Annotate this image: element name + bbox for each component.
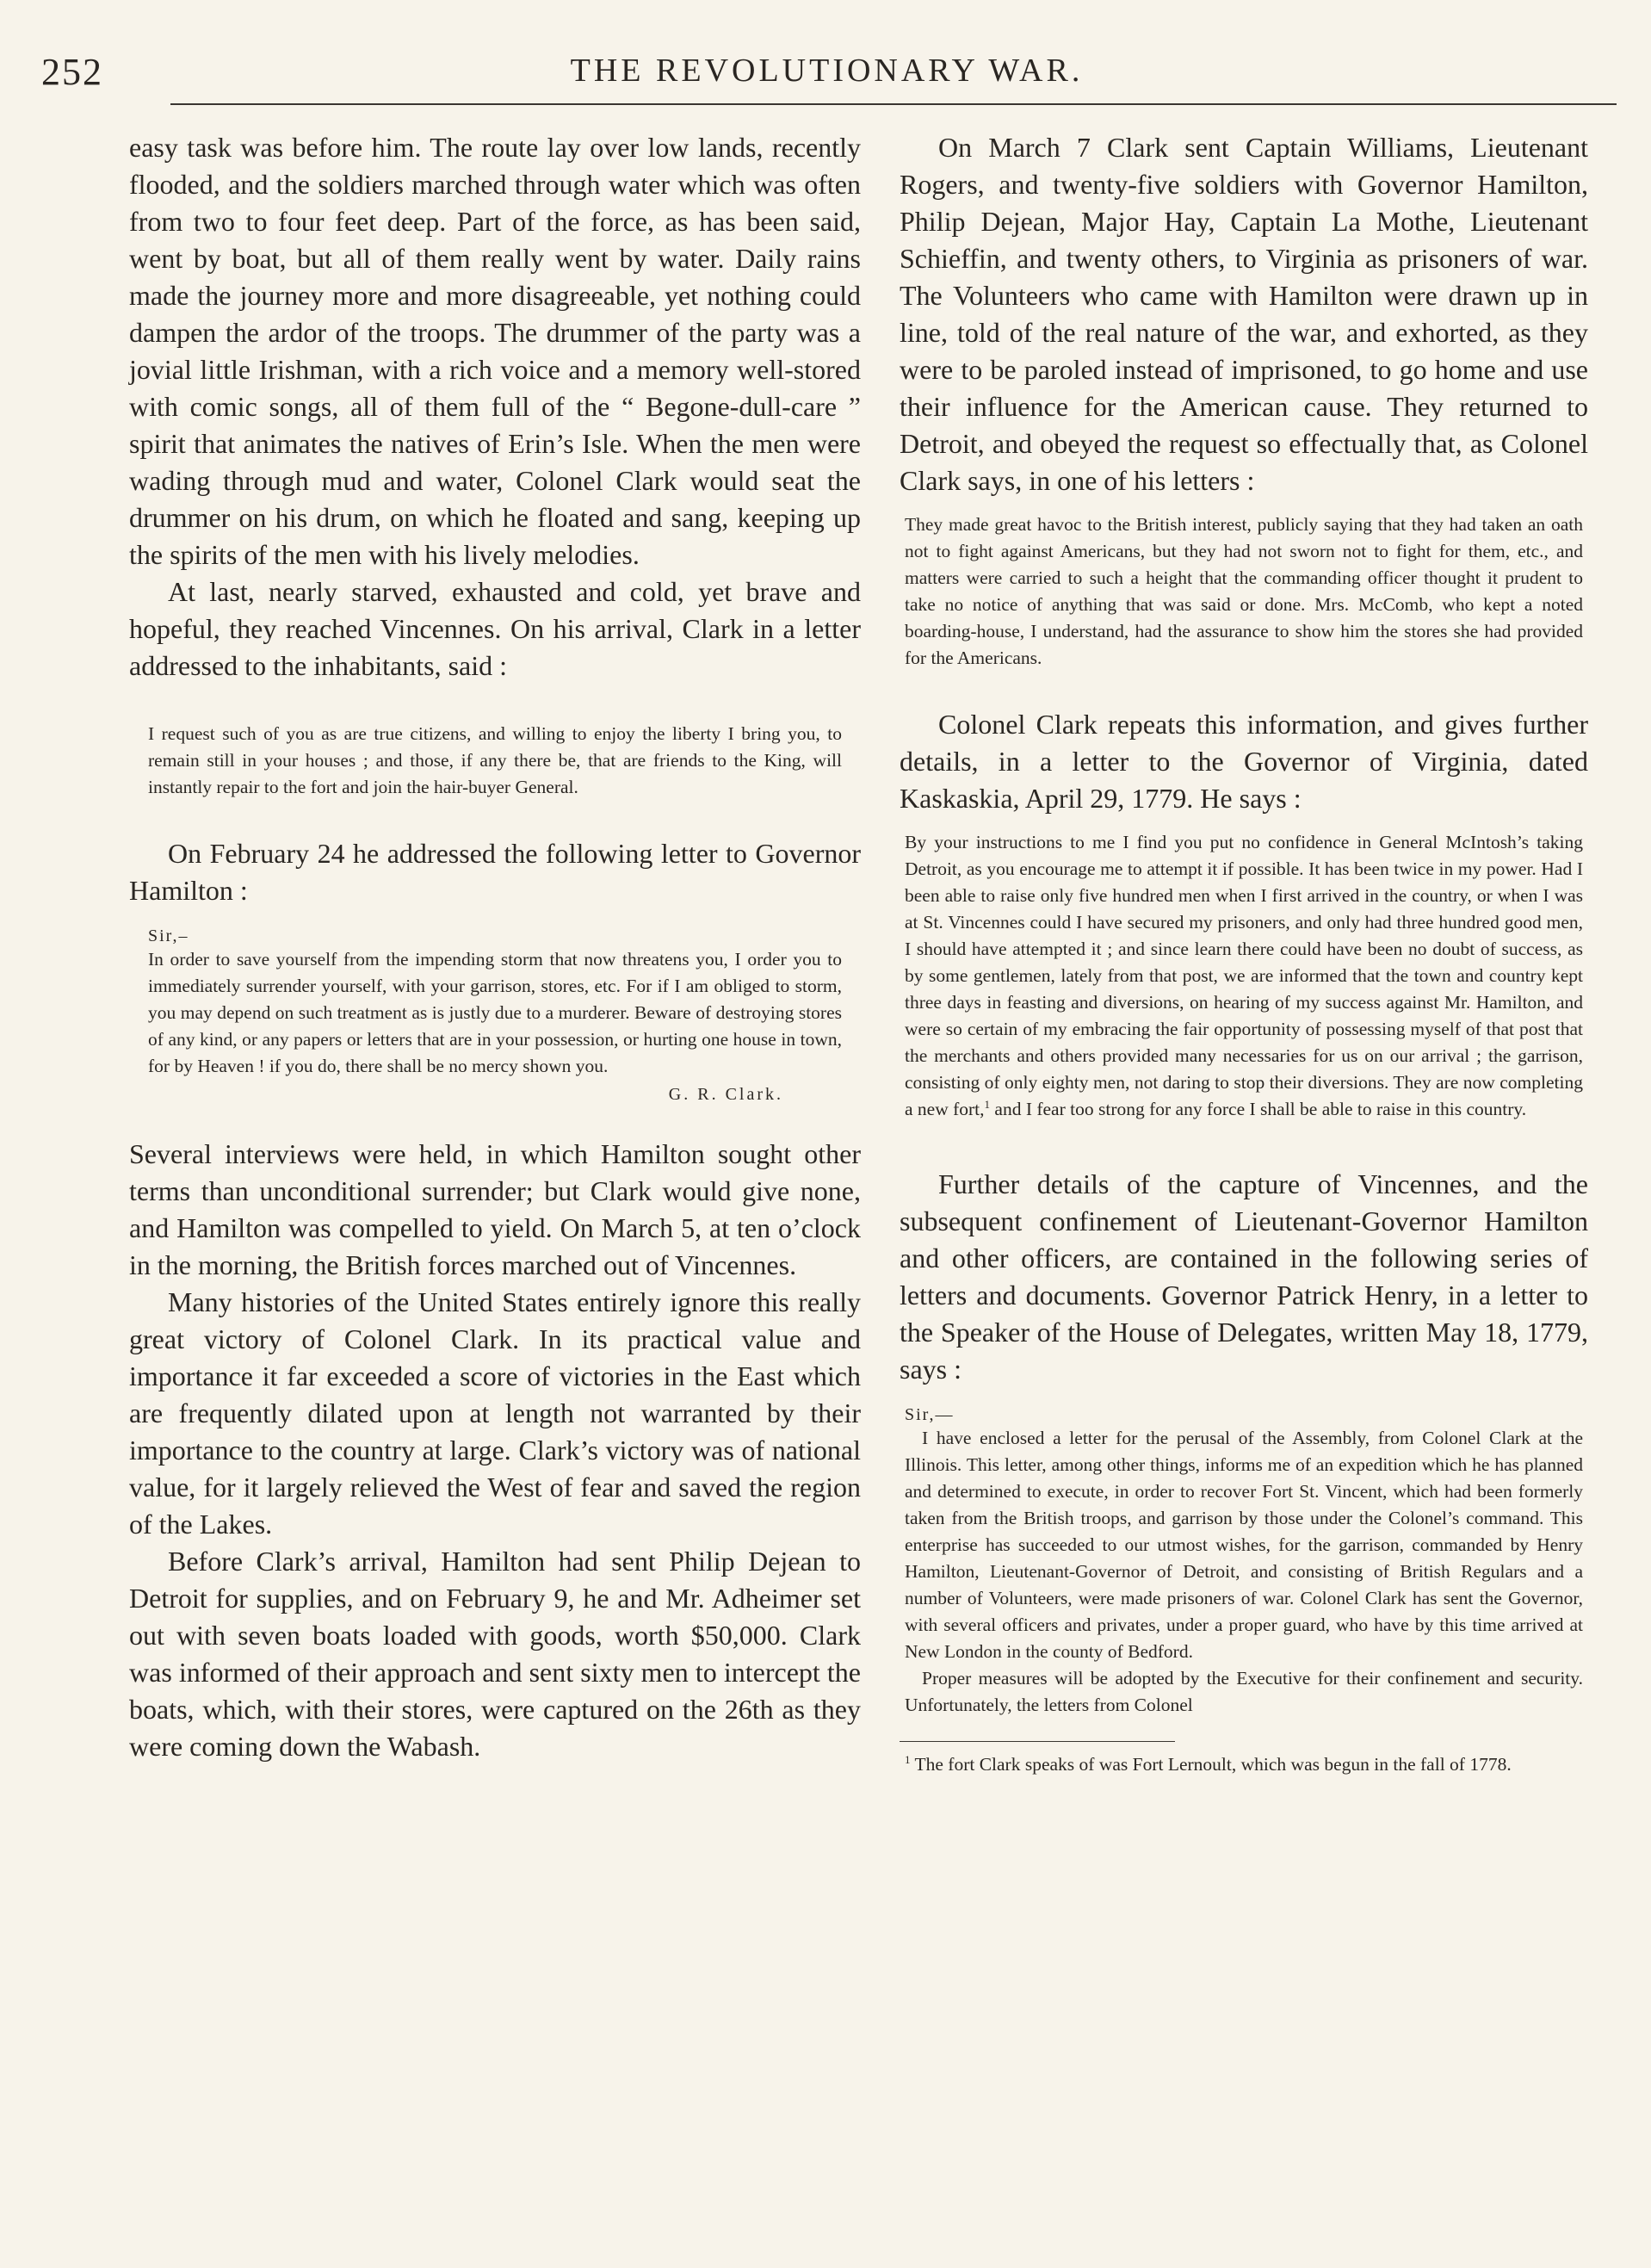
footnote-reference: 1 (984, 1097, 991, 1111)
letter-signature: G. R. Clark. (668, 1085, 783, 1104)
right-quote-1: They made great havoc to the British interest, publicly saying that they had taken an oath not to fight against Americans, but they had not sworn not to fight for them, etc., and matters were carried to such a height that the commanding officer thought it prudent to take no notice of anything that was said or done. Mrs. McComb, who kept a noted boarding-house, I understand, had the assurance to show him the stores she had provided for the Americans. (905, 514, 1583, 668)
footnote-text: The fort Clark speaks of was Fort Lernoult, which was begun in the fall of 1778. (910, 1754, 1512, 1775)
page-header (41, 43, 1612, 103)
left-quote-1: I request such of you as are true citizens, and willing to enjoy the liberty I bring you, to remain still in your houses ; and those, if any there be, that are friends to the King, will instantly repair to the fort and join the hair-buyer General. (148, 723, 842, 797)
left-paragraph-3: On February 24 he addressed the following letter to Governor Hamilton : (129, 838, 861, 906)
left-paragraph-4: Several interviews were held, in which Hamilton sought other terms than unconditional surrender; but Clark would give none, and Hamilton was compelled to yield. On March 5, at ten o’clock in the morning, the British forces marched out of Vincennes. (129, 1138, 861, 1280)
henry-letter-body (905, 1425, 1583, 1719)
right-paragraph-3: Further details of the capture of Vincennes, and the subsequent confinement of Lieutenant-Governor Hamilton and other officers, are contained in the following series of letters and documents. Governor Patrick Henry, in a letter to the Speaker of the House of Delegates, written May 18, 1779, says : (900, 1168, 1588, 1385)
right-column (900, 129, 1588, 1776)
page-number: 252 (41, 51, 103, 93)
henry-letter-salutation: Sir,— (905, 1405, 955, 1424)
right-quote-2-part-1: By your instructions to me I find you put no confidence in General McIntosh’s taking Detroit, as you encourage me to attempt it if possible. It has been twice in my power. Had I been able to raise only five hundred men when I first arrived in the country, or when I was at St. Vincennes could I have secured my prisoners, and only had three hundred good men, I should have attempted it ; and since learn there could have been no doubt of success, as by some gentlemen, lately from that post, we are informed that the town and country kept three days in feasting and diversions, on hearing of my success against Mr. Hamilton, and were so certain of my embracing the fair opportunity of possessing myself of that post that the merchants and others provided many necessaries for us on our arrival ; the garrison, consisting of only eighty men, not daring to stop their diversions. They are now completing a new fort, (905, 832, 1583, 1119)
left-paragraph-6: Before Clark’s arrival, Hamilton had sent Philip Dejean to Detroit for supplies, and on February 9, he and Mr. Adheimer set out with seven boats loaded with goods, worth $50,000. Clark was informed of their approach and sent sixty men to intercept the boats, which, with their stores, were captured on the 26th as they were coming down the Wabash. (129, 1546, 861, 1762)
footnote (905, 1752, 1583, 1776)
henry-letter-paragraph-1: I have enclosed a letter for the perusal of the Assembly, from Colonel Clark at the Illinois. This letter, among other things, informs me of an expedition which he has planned and determined to execute, in order to recover Fort St. Vincent, which had been formerly taken from the British troops, and garrison by those under the Colonel’s command. This enterprise has succeeded to our utmost wishes, for the garrison, commanded by Henry Hamilton, Lieutenant-Governor of Detroit, and consisting of British Regulars and a number of Volunteers, were made prisoners of war. Colonel Clark has sent the Governor, with several officers and privates, under a proper guard, who have by this time arrived at New London in the county of Bedford. (905, 1428, 1583, 1662)
left-paragraph-2: At last, nearly starved, exhausted and cold, yet brave and hopeful, they reached Vincennes. On his arrival, Clark in a letter addressed to the inhabitants, said : (129, 576, 861, 681)
henry-letter-paragraph-2: Proper measures will be adopted by the Executive for their confinement and security. Unfortunately, the letters from Colonel (905, 1668, 1583, 1715)
right-quote-2 (905, 829, 1583, 1123)
letter-salutation: Sir,– (148, 926, 189, 945)
left-column (129, 129, 861, 1765)
letter-body: In order to save yourself from the impending storm that now threatens you, I order you to immediately surrender yourself, with your garrison, stores, etc. For if I am obliged to storm, you may depend on such treatment as is justly due to a murderer. Beware of destroying stores of any kind, or any papers or letters that are in your possession, or hurting one house in town, for by Heaven ! if you do, there shall be no mercy shown you. (148, 949, 842, 1076)
left-paragraph-5: Many histories of the United States entirely ignore this really great victory of Colonel Clark. In its practical value and importance it far exceeded a score of victories in the East which are frequently dilated upon at length not warranted by their importance to the country at large. Clark’s victory was of national value, for it largely relieved the West of fear and saved the region of the Lakes. (129, 1286, 861, 1540)
right-paragraph-2: Colonel Clark repeats this information, and gives further details, in a letter to the Governor of Virginia, dated Kaskaskia, April 29, 1779. He says : (900, 709, 1588, 814)
running-title: THE REVOLUTIONARY WAR. (570, 53, 1084, 89)
footnote-marker: 1 (905, 1752, 911, 1766)
header-rule (170, 103, 1617, 105)
footnote-rule (900, 1741, 1175, 1742)
right-paragraph-1: On March 7 Clark sent Captain Williams, Lieutenant Rogers, and twenty-five soldiers with Governor Hamilton, Philip Dejean, Major Hay, Captain La Mothe, Lieutenant Schieffin, and twenty others, to Virginia as prisoners of war. The Volunteers who came with Hamilton were drawn up in line, told of the real nature of the war, and exhorted, as they were to be paroled instead of imprisoned, to go home and use their influence for the American cause. They returned to Detroit, and obeyed the request so effectually that, as Colonel Clark says, in one of his letters : (900, 132, 1588, 496)
right-quote-2-part-2: and I fear too strong for any force I shall be able to raise in this country. (990, 1099, 1527, 1119)
left-paragraph-1: easy task was before him. The route lay over low lands, recently flooded, and the soldiers marched through water which was often from two to four feet deep. Part of the force, as has been said, went by boat, but all of them really went by water. Daily rains made the journey more and more disagreeable, yet nothing could dampen the ardor of the troops. The drummer of the party was a jovial little Irishman, with a rich voice and a memory well-stored with comic songs, all of them full of the “ Begone-dull-care ” spirit that animates the natives of Erin’s Isle. When the men were wading through mud and water, Colonel Clark would seat the drummer on his drum, on which he floated and sang, keeping up the spirits of the men with his lively melodies. (129, 132, 861, 570)
